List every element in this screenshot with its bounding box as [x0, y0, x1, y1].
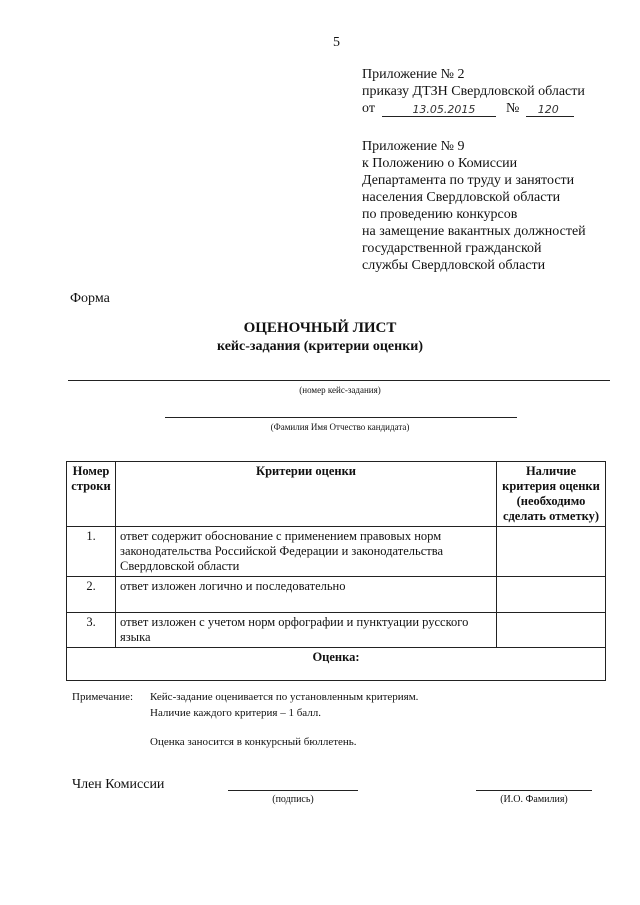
name-caption: (И.О. Фамилия): [500, 794, 568, 805]
total-score-label: Оценка:: [67, 648, 606, 681]
document-subtitle: кейс-задания (критерии оценки): [216, 339, 424, 354]
candidate-caption: (Фамилия Имя Отчество кандидата): [270, 422, 410, 432]
row-number: 1.: [67, 527, 116, 577]
criteria-table: [66, 461, 606, 681]
date-field: [382, 102, 496, 117]
table-row: [67, 577, 606, 613]
presence-mark-cell[interactable]: [497, 613, 606, 648]
note-line-3: Оценка заносится в конкурсный бюллетень.: [150, 736, 357, 748]
number-field: [526, 102, 574, 117]
appendix-2-block: [362, 66, 585, 117]
number-label: №: [505, 101, 520, 116]
appendix-9-line: по проведению конкурсов: [362, 207, 518, 222]
table-row: [67, 613, 606, 648]
signature-line[interactable]: [228, 790, 358, 791]
from-label: от: [362, 101, 375, 116]
name-line[interactable]: [476, 790, 592, 791]
case-number-caption: (номер кейс-задания): [299, 385, 381, 395]
appendix-9-line: к Положению о Комиссии: [362, 156, 518, 171]
presence-mark-cell[interactable]: [497, 527, 606, 577]
commission-member-label: Член Комиссии: [72, 777, 165, 792]
header-row-number: Номер строки: [67, 462, 116, 527]
row-number: 2.: [67, 577, 116, 613]
appendix-2-title: Приложение № 2: [362, 67, 465, 82]
table-header-row: [67, 462, 606, 527]
signature-caption: (подпись): [272, 794, 314, 805]
appendix-9-line: Приложение № 9: [362, 139, 465, 154]
appendix-9-line: на замещение вакантных должностей: [362, 224, 586, 239]
criterion-text: ответ изложен с учетом норм орфографии и пунктуации русского языка: [116, 613, 497, 648]
appendix-9-line: государственной гражданской: [362, 241, 542, 256]
table-row: [67, 527, 606, 577]
presence-mark-cell[interactable]: [497, 577, 606, 613]
note-line-1: Кейс-задание оценивается по установленным критериям.: [150, 691, 419, 703]
handwritten-date: 13.05.2015: [412, 103, 476, 116]
document-title: ОЦЕНОЧНЫЙ ЛИСТ: [243, 320, 397, 336]
handwritten-number: 120: [537, 103, 559, 116]
criterion-text: ответ содержит обоснование с применением правовых норм законодательства Российской Федерации и законодательства Свердловской области: [116, 527, 497, 577]
candidate-name-line[interactable]: [165, 417, 517, 418]
page-number: 5: [333, 35, 340, 50]
appendix-9-line: службы Свердловской области: [362, 258, 546, 273]
header-criteria: Критерии оценки: [116, 462, 497, 527]
note-label: Примечание:: [72, 691, 134, 703]
form-label: Форма: [70, 291, 110, 306]
total-row: [67, 648, 606, 681]
appendix-9-line: Департамента по труду и занятости: [362, 173, 575, 188]
appendix-2-order: приказу ДТЗН Свердловской области: [362, 84, 585, 99]
appendix-9-line: населения Свердловской области: [362, 190, 561, 205]
row-number: 3.: [67, 613, 116, 648]
appendix-9-block: [362, 138, 586, 274]
note-line-2: Наличие каждого критерия – 1 балл.: [150, 707, 322, 719]
case-number-line[interactable]: [68, 380, 610, 381]
appendix-2-date-line: [362, 100, 585, 117]
header-presence: Наличие критерия оценки (необходимо сделать отметку): [497, 462, 606, 527]
criterion-text: ответ изложен логично и последовательно: [116, 577, 497, 613]
